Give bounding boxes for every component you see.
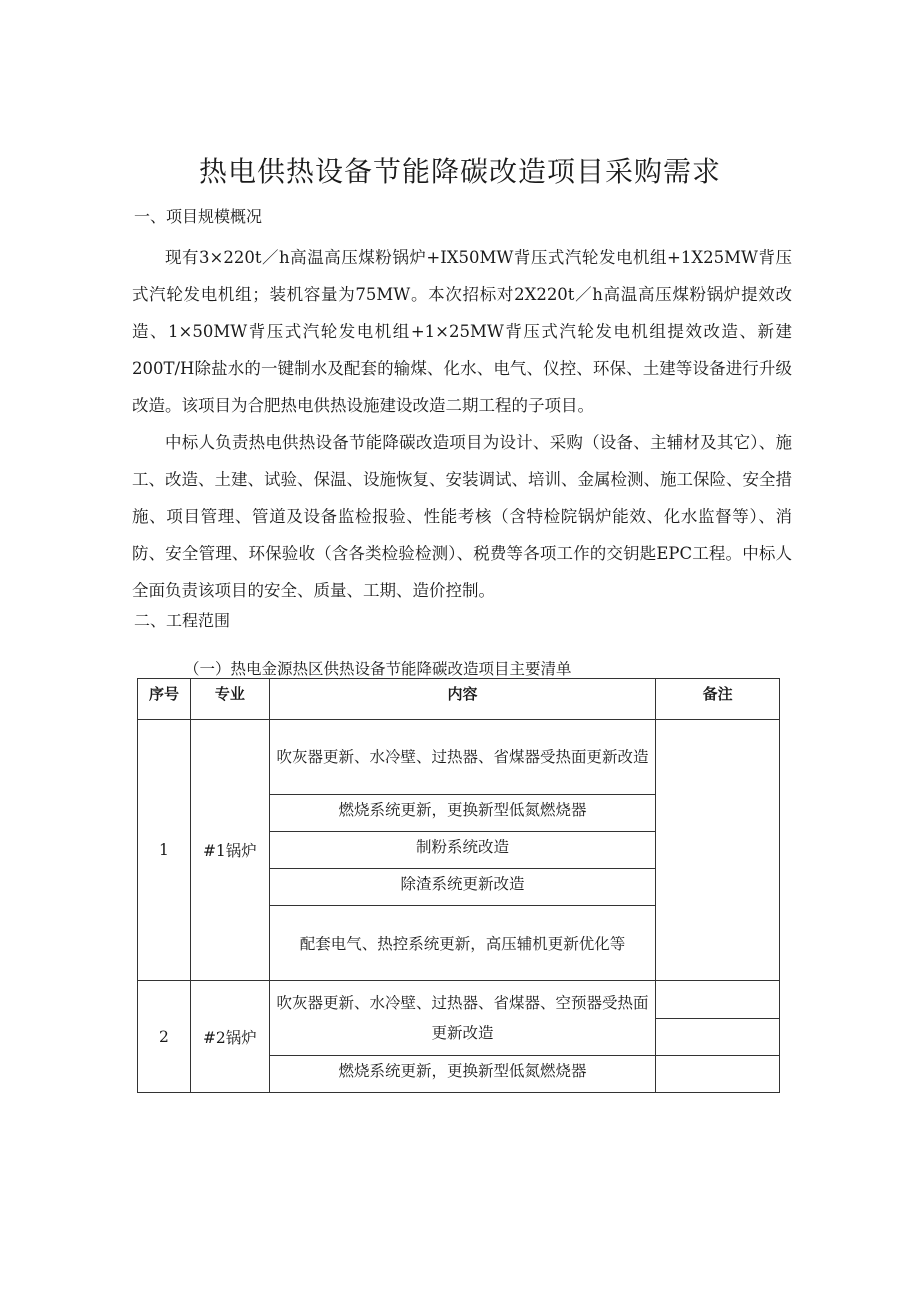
row-no: 2 xyxy=(138,981,191,1093)
row-content: 除渣系统更新改造 xyxy=(269,869,655,906)
row-content: 燃烧系统更新，更换新型低氮燃烧器 xyxy=(269,1056,655,1093)
row-no: 1 xyxy=(138,720,191,981)
page-title: 热电供热设备节能降碳改造项目采购需求 xyxy=(198,155,721,188)
row-major: #1锅炉 xyxy=(190,720,269,981)
section-heading-1: 一、项目规模概况 xyxy=(134,207,263,226)
table-row xyxy=(138,720,780,795)
table-row xyxy=(138,981,780,1019)
project-list-table xyxy=(137,678,780,1093)
row-content: 配套电气、热控系统更新，高压辅机更新优化等 xyxy=(269,906,655,981)
paragraph-scale: 现有3×220t／h高温高压煤粉锅炉+IX50MW背压式汽轮发电机组+1X25MW背压式汽轮发电机组；装机容量为75MW。本次招标对2X220t／h高温高压煤粉锅炉提效改造、1×50MW背压式汽轮发电机组+1×25MW背压式汽轮发电机组提效改造、新建200T/H除盐水的一键制水及配套的输煤、化水、电气、仪控、环保、土建等设备进行升级改造。该项目为合肥热电供热设施建设改造二期工程的子项目。 xyxy=(132,248,792,415)
row-content: 吹灰器更新、水冷壁、过热器、省煤器受热面更新改造 xyxy=(269,720,655,795)
section-heading-2: 二、工程范围 xyxy=(134,611,231,630)
row-remark xyxy=(656,981,780,1019)
table-caption: （一）热电金源热区供热设备节能降碳改造项目主要清单 xyxy=(184,660,572,678)
row-remark xyxy=(656,720,780,981)
header-no: 序号 xyxy=(138,679,191,720)
row-remark xyxy=(656,1056,780,1093)
row-content: 吹灰器更新、水冷壁、过热器、省煤器、空预器受热面更新改造 xyxy=(269,981,655,1056)
row-remark xyxy=(656,1018,780,1056)
header-major: 专业 xyxy=(190,679,269,720)
row-content: 制粉系统改造 xyxy=(269,832,655,869)
header-remark: 备注 xyxy=(656,679,780,720)
table-header-row xyxy=(138,679,780,720)
row-major: #2锅炉 xyxy=(190,981,269,1093)
header-content: 内容 xyxy=(269,679,655,720)
paragraph-scope: 中标人负责热电供热设备节能降碳改造项目为设计、采购（设备、主辅材及其它）、施工、改造、土建、试验、保温、设施恢复、安装调试、培训、金属检测、施工保险、安全措施、项目管理、管道及设备监检报验、性能考核（含特检院锅炉能效、化水监督等）、消防、安全管理、环保验收（含各类检验检测）、税费等各项工作的交钥匙EPC工程。中标人全面负责该项目的安全、质量、工期、造价控制。 xyxy=(132,433,792,600)
row-content: 燃烧系统更新，更换新型低氮燃烧器 xyxy=(269,795,655,832)
